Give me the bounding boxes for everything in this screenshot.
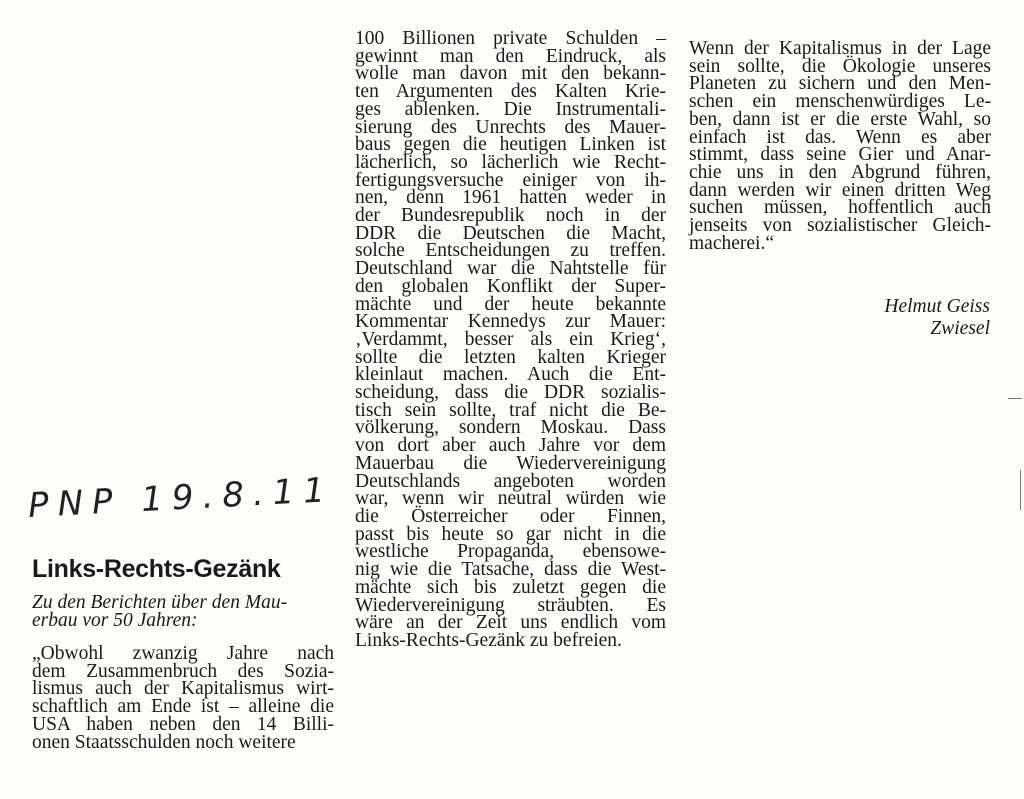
text-line: den globalen Konflikt der Super- [355,275,666,297]
article-subheadline [32,594,334,629]
text-line: nen, denn 1961 hatten weder in [355,187,666,209]
handwritten-date-note: PNP 19.8.11 [27,470,335,526]
text-line: sollte die letzten kalten Krieger [355,346,666,368]
scan-edge-mark [1020,470,1021,510]
text-line: lächerlich, so lächerlich wie Recht- [355,151,666,173]
text-line: sierung des Unrechts des Mauer- [355,116,666,138]
text-line: passt bis heute so gar nicht in die [355,523,666,545]
subheadline-line: erbau vor 50 Jahren: [32,609,198,631]
text-line: die Österreicher oder Finnen, [355,505,666,527]
text-line: fertigungsversuche einiger von ih- [355,169,666,191]
text-line: DDR die Deutschen die Macht, [355,222,666,244]
text-line: ‚Verdammt, besser als ein Krieg‘, [355,328,666,350]
text-line: von dort aber auch Jahre vor dem [355,435,666,457]
subheadline-line: Zu den Berichten über den Mau- [32,592,288,613]
text-line: völkerung, sondern Moskau. Dass [355,417,666,439]
scan-edge-mark [1008,398,1022,399]
text-line: kleinlaut machen. Auch die Ent- [355,364,666,386]
text-line: Links-Rechts-Gezänk zu befreien. [355,629,622,651]
text-line: Kommentar Kennedys zur Mauer: [355,311,666,333]
text-line: schen ein menschenwürdiges Le- [689,91,991,113]
text-line: Wenn der Kapitalismus in der Lage [689,38,991,59]
text-line: Deutschlands angeboten worden [355,470,666,492]
text-line: war, wenn wir neutral würden wie [355,488,666,510]
text-line: baus gegen die heutigen Linken ist [355,134,666,156]
text-line: Deutschland war die Nahtstelle für [355,258,666,280]
text-line: onen Staatsschulden noch weitere [32,731,296,753]
author-place: Zwiesel [930,318,990,339]
article-headline: Links-Rechts-Gezänk [32,555,281,583]
text-line: Mauerbau die Wiedervereinigung [355,452,666,474]
text-column-2 [355,30,666,650]
text-line: Planeten zu sichern und den Men- [689,73,991,95]
text-line: westliche Propaganda, ebensowe- [355,541,666,563]
text-line: suchen müssen, hoffentlich auch [689,197,991,219]
text-line: dann werden wir einen dritten Weg [689,179,991,201]
text-line: stimmt, dass seine Gier und Anar- [689,144,991,166]
text-line: ben, dann ist er die erste Wahl, so [689,108,991,130]
text-line: scheidung, dass die DDR sozialis- [355,382,666,404]
text-line: dem Zusammenbruch des Sozia- [32,660,334,682]
text-line: USA haben neben den 14 Billi- [32,713,334,735]
text-line: mächte und der heute bekannte [355,293,666,315]
text-line: wolle man davon mit den bekann- [355,63,666,85]
text-line: sein sollte, die Ökologie unseres [689,55,991,77]
text-column-1 [32,645,334,751]
text-line: macherei.“ [689,232,774,254]
text-line: gewinnt man den Eindruck, als [355,45,666,67]
text-line: schaftlich am Ende ist – alleine die [32,696,334,718]
text-line: Wiedervereinigung sträubten. Es [355,594,666,616]
author-name: Helmut Geiss [884,296,990,317]
text-line: einfach ist das. Wenn es aber [689,126,991,148]
text-line: ges ablenken. Die Instrumentali- [355,98,666,120]
text-column-3 [689,40,991,252]
text-line: chie uns in den Abgrund führen, [689,161,991,183]
text-line: jenseits von sozialistischer Gleich- [689,215,991,237]
text-line: mächte sich bis zuletzt gegen die [355,576,666,598]
text-line: ten Argumenten des Kalten Krie- [355,81,666,103]
text-line: der Bundesrepublik noch in der [355,205,666,227]
text-line: 100 Billionen private Schulden – [355,28,666,49]
text-line: solche Entscheidungen zu treffen. [355,240,666,262]
text-line: nig wie die Tatsache, dass die West- [355,559,666,581]
text-line: tisch sein sollte, traf nicht die Be- [355,399,666,421]
text-line: „Obwohl zwanzig Jahre nach [32,643,334,664]
text-line: wäre an der Zeit uns endlich vom [355,612,666,634]
text-line: lismus auch der Kapitalismus wirt- [32,678,334,700]
